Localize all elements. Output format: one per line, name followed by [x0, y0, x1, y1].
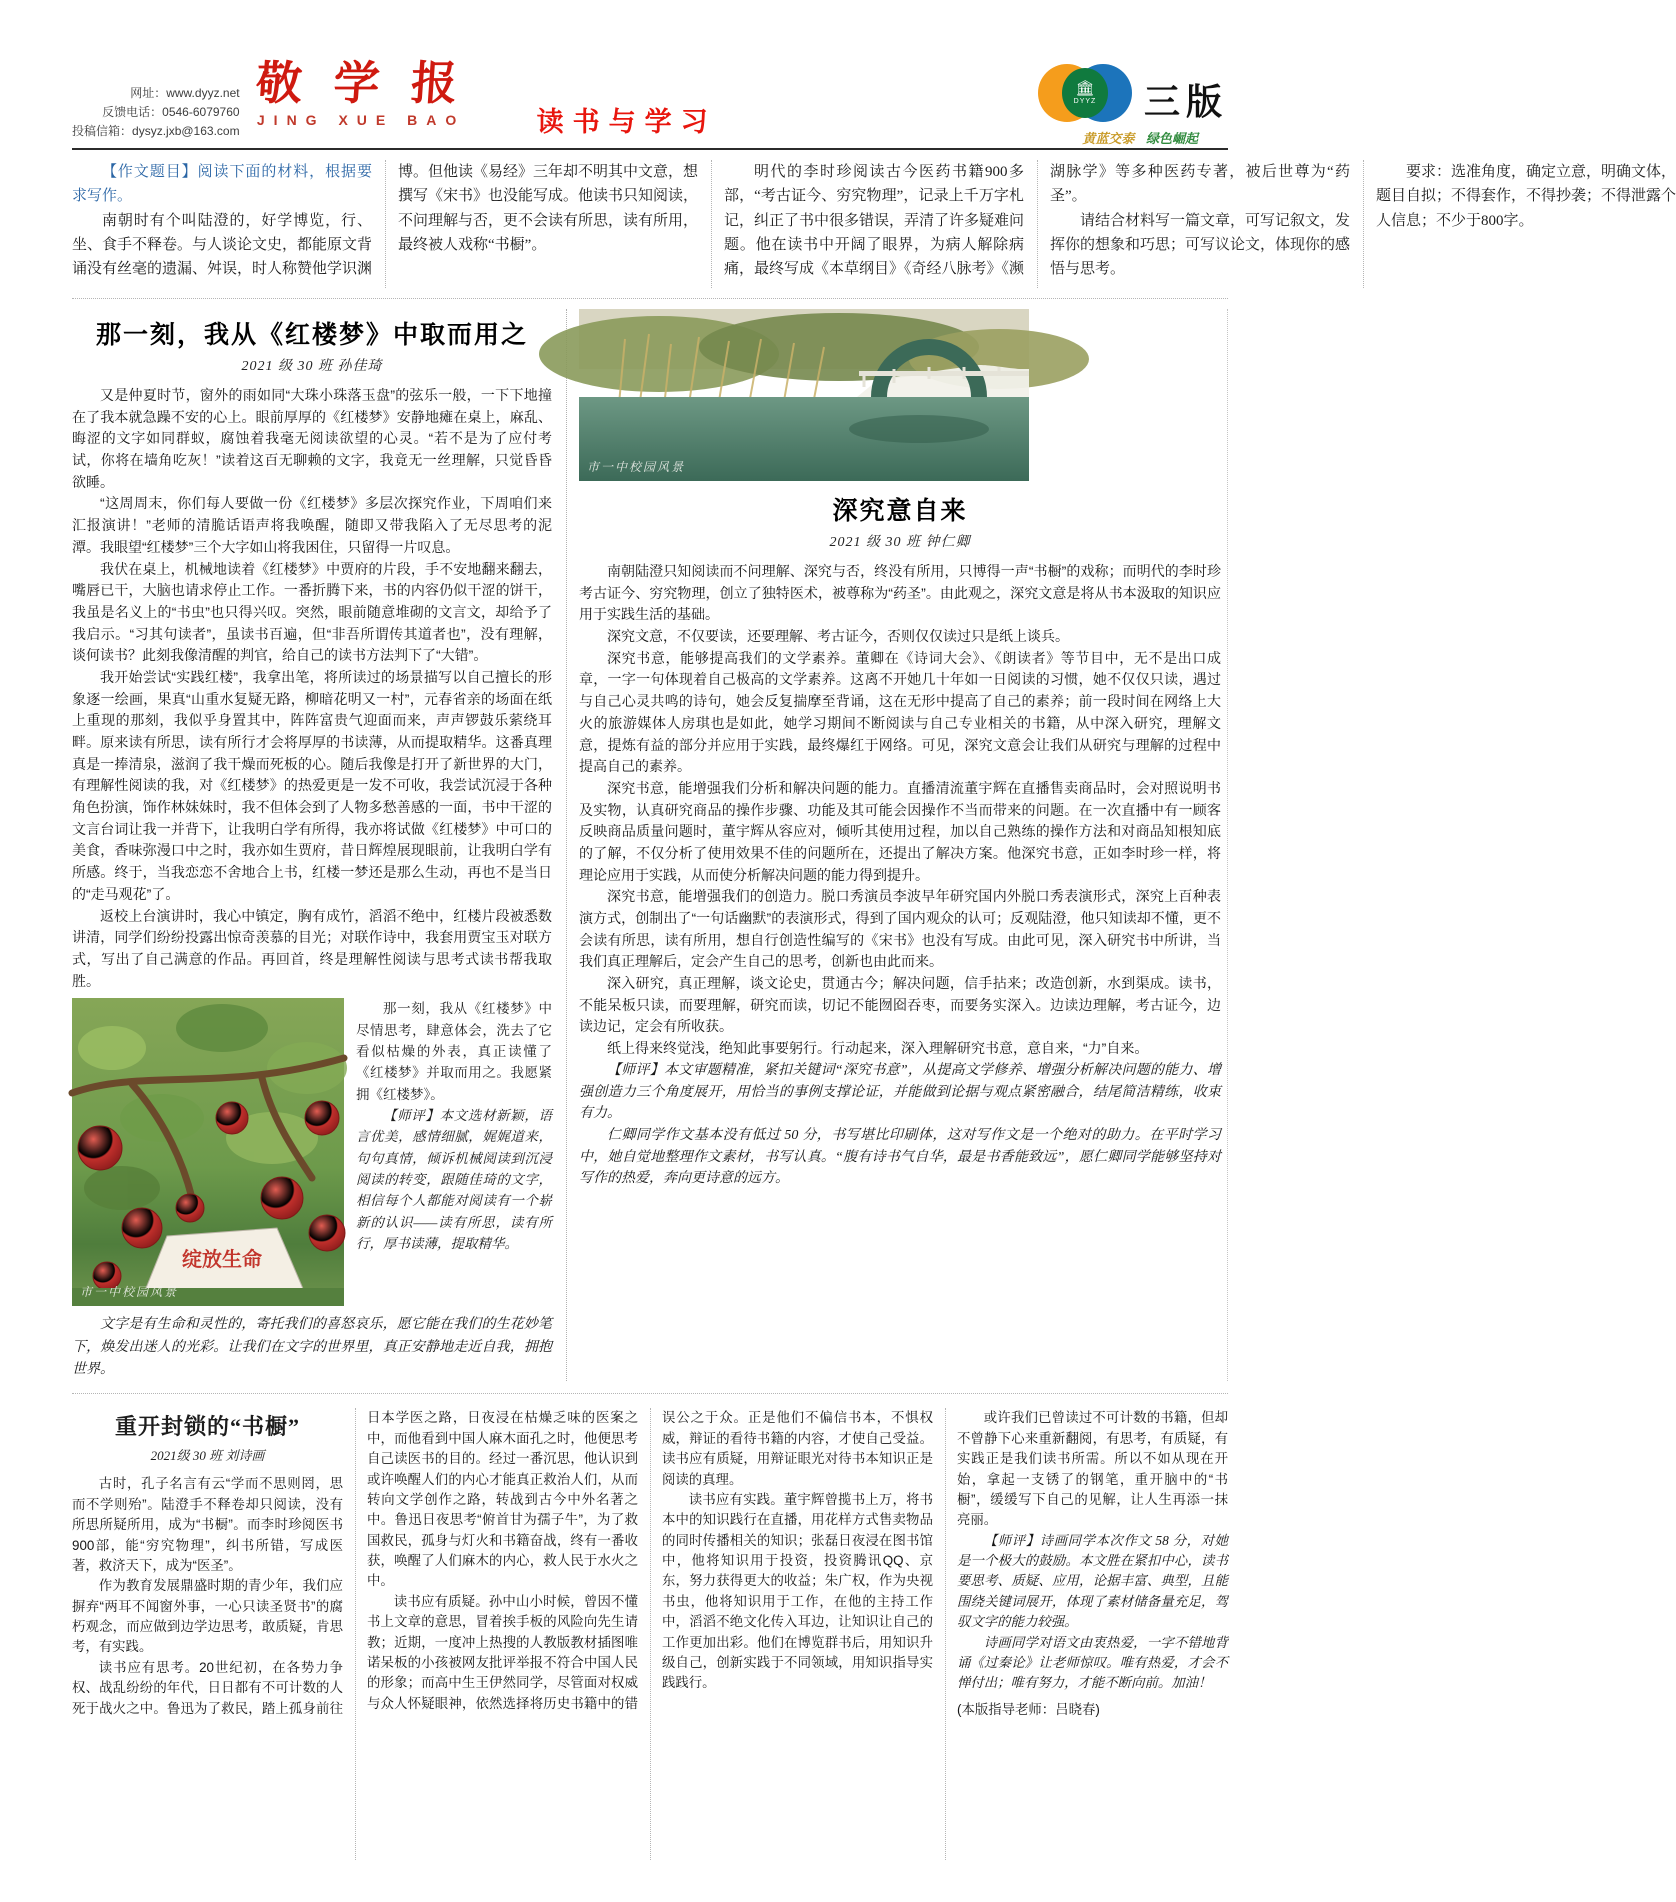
tagline-right: 绿色崛起: [1145, 131, 1198, 146]
apple-tree-illustration: [72, 998, 344, 1306]
phone-label: 反馈电话：: [102, 105, 163, 120]
article-byline: 2021 级 30 班 孙佳琦: [241, 359, 383, 374]
essay-prompt-section: [72, 160, 1676, 288]
article-shenjiu: [579, 309, 1228, 1381]
masthead-block: [253, 58, 469, 129]
prompt-intro: [72, 160, 372, 209]
prompt-label: 【作文题目】: [102, 164, 198, 180]
article-paragraph: 或许我们已曾读过不可计数的书籍，但却不曾静下心来重新翻阅，有思考，有质疑，有实践正是我们读书所需。所以不如从现在开始，拿起一支锈了的钢笔，重开脑中的“书橱”，缓缓写下自己的见解，让人生再添一抹亮丽。: [957, 1410, 1228, 1528]
tagline-left: 黄蓝交泰: [1082, 131, 1135, 146]
article-honglou: [72, 309, 552, 1381]
article-paragraph: 深入研究，真正理解，谈文论史，贯通古今；解决问题，信手拈来；改造创新，水到渠成。读书，不能呆板只读，而要理解，研究而读，切记不能囫囵吞枣，而要务实深入。边读边理解，考古证今，边读边记，定会有所收获。: [579, 975, 1221, 1035]
teacher-review: 仁卿同学作文基本没有低过 50 分，书写堪比印刷体，这对写作文是一个绝对的助力。在平时学习中，她自觉地整理作文素材，书写认真。“腹有诗书气自华，最是书香能致远”，愿仁卿同学能够坚持对写作的热爱，奔向更诗意的远方。: [579, 1127, 1221, 1187]
article-body: [579, 561, 1221, 1190]
email-value: dysyz.jxb@163.com: [132, 124, 240, 139]
article-body: [72, 385, 552, 992]
logo-green-center: [1062, 68, 1108, 118]
article-title: 重开封锁的“书橱”: [114, 1414, 300, 1440]
article-shuchu: [72, 1408, 1228, 1860]
bottom-article-zone: [72, 1393, 1228, 1860]
photo-caption: 市一中校园风景: [80, 1285, 179, 1300]
prompt-paragraph: 南朝时有个叫陆澄的，好学博览，行、坐、食手不释卷。与人谈论文史，都能原文背诵没有丝毫的遗漏、舛误，时人称赞他学识渊博。但他读《易经》三年却不明其中文意，想撰写《宋书》也没能写成。他读书只知阅读，不问理解与否，更不会读有所思，读有所用，最终被人戏称“书橱”。: [72, 164, 699, 278]
wrapped-text-column: [356, 998, 552, 1306]
prompt-paragraph: 明代的李时珍阅读古今医药书籍900多部，“考古证今、穷究物理”，记录上千万字札记，纠正了书中很多错误，弄清了许多疑难问题。他在读书中开阔了眼界，为病人解除病痛，最终写成《本草纲目》《奇经八脉考》《濒湖脉学》等多种医药专著，被后世尊为“药圣”。: [724, 164, 1350, 278]
prompt-paragraph: 请结合材料写一篇文章，可写记叙文，发挥你的想象和巧思；可写议论文，体现你的感悟与思考。: [1050, 212, 1351, 278]
article-title: 那一刻，我从《红楼梦》中取而用之: [95, 322, 528, 349]
apple-tree-photo: [72, 998, 344, 1306]
campus-bridge-photo: [579, 309, 1029, 481]
photo-and-wrap: [72, 998, 552, 1306]
header-divider: [72, 148, 1228, 150]
campus-bridge-illustration: [579, 309, 1029, 481]
article-byline: 2021级 30 班 刘诗画: [150, 1448, 265, 1464]
header: [72, 52, 1228, 144]
stone-inscription: 绽放生命: [182, 1249, 262, 1272]
masthead-pinyin: JING XUE BAO: [256, 112, 466, 129]
teacher-review: 【师评】本文审题精准，紧扣关键词“深究书意”，从提高文学修养、增强分析解决问题的能力、增强创造力三个角度展开，用恰当的事例支撑论证，并能做到论据与观点紧密融合，结尾简洁精练，收束有力。: [579, 1062, 1221, 1122]
website-value: www.dyyz.net: [166, 86, 240, 100]
article-paragraph: 读书应有实践。董宇辉曾揽书上万，将书本中的知识践行在直播，用花样方式售卖物品的同时传播相关的知识；张磊日夜浸在图书馆中，他将知识用于投资，投资腾讯QQ、京东，努力获得更大的收益；朱广权，作为央视书虫，他将知识用于工作，在他的主持工作中，滔滔不绝文化传入耳边，让知识让自己的工作更加出彩。他们在博览群书后，用知识升级自己，创新实践于不同领域，用知识指导实践践行。: [662, 1491, 933, 1691]
phone-value: 0546-6079760: [162, 105, 240, 120]
tagline: [1082, 128, 1198, 147]
article-paragraph: 读书应有思考。20世纪初，在各势力争权、战乱纷纷的年代，日日都有不可计数的人死于战火之中。鲁迅为了救民，踏上孤身前往日本学医之路，日夜浸在枯燥乏味的医案之中，而他看到中国人麻木面孔之时，他便思考自己读医书的目的。经过一番沉思，他认识到或许唤醒人们的内心才能真正救治人们，从而转向文学创作之路，转战到古今中外名著之中。鲁迅日夜思考“俯首甘为孺子牛”，为了救国救民，孤身与灯火和书籍奋战，终有一番收获，唤醒了人们麻木的内心，救人民于水火之中。: [72, 1410, 638, 1716]
article-paragraph: 返校上台演讲时，我心中镇定，胸有成竹，滔滔不绝中，红楼片段被悉数讲清，同学们纷纷投露出惊奇羡慕的目光；对联作诗中，我套用贾宝玉对联方式，写出了自己满意的作品。再回首，终是理解性阅读与思考式读书帮我取胜。: [72, 907, 552, 989]
article-paragraph: 深究书意，能增强我们的创造力。脱口秀演员李波早年研究国内外脱口秀表演形式，深究上百种表演方式，创制出了“一句话幽默”的表演形式，得到了国内观众的认可；反观陆澄，他只知读却不懂，更不会读有所思，读有所用，想自行创造性编写的《宋书》也没有写成。由此可见，深入研究书中所讲，当我们真正理解后，定会产生自己的思考，创新也由此而来。: [579, 888, 1221, 970]
teacher-review: 【师评】本文选材新颖，语言优美，感情细腻，娓娓道来，句句真情，倾诉机械阅读到沉浸阅读的转变，跟随佳琦的文字，相信每个人都能对阅读有一个崭新的认识——读有所思，读有所行，厚书读薄，提取精华。: [356, 1107, 552, 1251]
article-paragraph: 我伏在桌上，机械地读着《红楼梦》中贾府的片段，手不安地翻来翻去，嘴唇已干，大脑也请求停止工作。一番折腾下来，书的内容仍似干涩的饼干，我虽是名义上的“书虫”也只得兴叹。突然，眼前随意堆砌的文言文，却给予了我启示。“习其句读者”，虽读书百遍，但“非吾所谓传其道者也”，没有理解，谈何读书？此刻我像清醒的判官，给自己的读书方法判下了“大错”。: [72, 560, 552, 664]
article-paragraph: 又是仲夏时节，窗外的雨如同“大珠小珠落玉盘”的弦乐一般，一下下地撞在了我本就急躁不安的心上。眼前厚厚的《红楼梦》安静地瘫在桌上，麻乱、晦涩的文字如同群蚁，腐蚀着我毫无阅读欲望的心灵。“若不是为了应付考试，你将在墙角吃灰！”读着这百无聊赖的文字，我竟无一丝理解，只觉昏昏欲睡。: [72, 387, 552, 490]
main-zone: [72, 298, 1228, 1381]
column-separator: [566, 309, 567, 1381]
masthead-title: 敬 学 报: [253, 58, 469, 109]
header-right: [1038, 62, 1228, 126]
building-icon: 🏛: [1075, 80, 1095, 97]
article-paragraph: 那一刻，我从《红楼梦》中尽情思考，肆意体会，洗去了它看似枯燥的外表，真正读懂了《红楼梦》并取而用之。我愿紧拥《红楼梦》。: [356, 1001, 552, 1102]
teacher-review: 诗画同学对语文由衷热爱，一字不错地背诵《过秦论》让老师惊叹。唯有热爱，才会不惮付出；唯有努力，才能不断向前。加油！: [957, 1634, 1228, 1691]
article-byline: 2021 级 30 班 钟仁卿: [829, 535, 971, 550]
contact-phone: [72, 103, 240, 122]
article-paragraph: 我开始尝试“实践红楼”，我拿出笔，将所读过的场景描写以自己擅长的形象逐一绘画，果真“山重水复疑无路，柳暗花明又一村”，元春省亲的场面在纸上重现的那刻，我似乎身置其中，阵阵富贵气迎面而来，声声锣鼓乐萦绕耳畔。原来读有所思，读有所行才会将厚厚的书读薄，从而提取精华。这番真理真是一捧清泉，滋润了我干燥而死板的心。随后我像是打开了新世界的大门，有理解性阅读的我，对《红楼梦》的热爱更是一发不可收，我尝试沉浸于各种角色扮演，饰作林妹妹时，我不但体会到了人物多愁善感的一面，书中干涩的文言台词让我一并背下，让我明白学有所得，我亦将试做《红楼梦》中可口的美食，香味弥漫口中之时，我亦如生贾府，昔日辉煌展现眼前，让我明白学有所感。终于，当我恋恋不舍地合上书，红楼一梦还是那么生动，再也不是当日的“走马观花”了。: [72, 668, 552, 902]
email-label: 投稿信箱：: [72, 124, 133, 139]
website-label: 网址：: [130, 86, 167, 100]
article-paragraph: 深究文意，不仅要读，还要理解、考古证今，否则仅仅读过只是纸上谈兵。: [607, 628, 1069, 645]
page-advisor-signature: (本版指导老师：吕晓春): [957, 1701, 1100, 1717]
closing-paragraph: 文字是有生命和灵性的，寄托我们的喜怒哀乐，愿它能在我们的生花妙笔下，焕发出迷人的光彩。让我们在文字的世界里，真正安静地走近自我，拥抱世界。: [72, 1317, 552, 1378]
article-paragraph: 古时，孔子名言有云“学而不思则罔，思而不学则殆”。陆澄手不释卷却只阅读，没有所思所疑所用，成为“书橱”。而李时珍阅医书900部，能“穷究物理”，纠书所错，写成医著，救济天下，成为“医圣”。: [72, 1476, 343, 1573]
article-paragraph: “这周周末，你们每人要做一份《红楼梦》多层次探究作业，下周咱们来汇报演讲！”老师的清脆话语声将我唤醒，随即又带我陷入了无尽思考的泥潭。我眼望“红楼梦”三个大字如山将我困住，只留得一片叹息。: [72, 495, 552, 555]
article-paragraph: 深究书意，能增强我们分析和解决问题的能力。直播清流董宇辉在直播售卖商品时，会对照说明书及实物，认真研究商品的操作步骤、功能及其可能会因操作不当而带来的问题。在一次直播中有一顾客反映商品质量问题时，董宇辉从容应对，倾听其使用过程，加以自己熟练的操作方法和对商品知根知底的了解，不仅分析了使用效果不佳的问题所在，还提出了解决方案。他深究书意，正如李时珍一样，将理论应用于实践，从而使分析解决问题的能力得到提升。: [579, 779, 1221, 883]
newspaper-page: [72, 52, 1676, 1860]
article-title: 深究意自来: [832, 498, 968, 525]
school-logo-icon: [1038, 62, 1134, 126]
photo-caption: 市一中校园风景: [587, 460, 686, 474]
logo-text: DYYZ: [1073, 98, 1097, 105]
prompt-paragraph: 要求：选准角度，确定立意，明确文体，题目自拟；不得套作，不得抄袭；不得泄露个人信息；不少于800字。: [1376, 164, 1676, 229]
article-paragraph: 读书应有质疑。孙中山小时候，曾因不懂书上文章的意思，冒着挨手板的风险向先生请教；近期，一度冲上热搜的人教版教材插图唯诺呆板的小孩被网友批评举报不符合中国人民的形象；而高中生王伊然同学，尽管面对权威与众人怀疑眼神，依然选择将历史书籍中的错误公之于众。正是他们不偏信书本，不惧权威，辩证的看待书籍的内容，才使自己受益。读书应有质疑，用辩证眼光对待书本知识正是阅读的真理。: [367, 1410, 933, 1711]
prompt-intro-text: 阅读下面的材料，根据要求写作。: [72, 164, 372, 205]
article-paragraph: 南朝陆澄只知阅读而不问理解、深究与否，终没有所用，只博得一声“书橱”的戏称；而明代的李时珍考古证今、穷究物理，创立了独特医术，被尊称为“药圣”。由此观之，深究文意是将从书本汲取的知识应用于实践生活的基础。: [579, 563, 1221, 623]
article-paragraph: 作为教育发展鼎盛时期的青少年，我们应摒弃“两耳不闻窗外事，一心只读圣贤书”的腐朽观念，而应做到边学边思考，敢质疑，肯思考，有实践。: [72, 1578, 343, 1655]
article-closing: [72, 1314, 552, 1381]
contact-email: [72, 122, 240, 141]
article-paragraph: 深究书意，能够提高我们的文学素养。董卿在《诗词大会》、《朗读者》等节目中，无不是出口成章，一字一句体现着自己极高的文学素养。这离不开她几十年如一日阅读的习惯，她不仅仅只读，遇过与自己心灵共鸣的诗句，她会反复揣摩至背诵，这在无形中提高了自己的素养；前一段时间在网络上大火的旅游媒体人房琪也是如此，她学习期间不断阅读与自己专业相关的书籍，从中深入研究，理解文意，提炼有益的部分并应用于实践，最终爆红于网络。可见，深究文意会让我们从研究与理解的过程中提高自己的素养。: [579, 649, 1221, 775]
edition-label: 三版: [1143, 82, 1228, 122]
page-section-title: 读书与学习: [536, 107, 717, 137]
teacher-review: 【师评】诗画同学本次作文 58 分，对她是一个极大的鼓励。本文胜在紧扣中心，读书要思考、质疑、应用，论据丰富、典型，且能围绕关键词展开，体现了素材储备量充足，驾驭文字的能力较强。: [957, 1532, 1228, 1630]
contact-website: [72, 84, 240, 103]
contact-info: [72, 84, 240, 142]
article-paragraph: 纸上得来终觉浅，绝知此事要躬行。行动起来，深入理解研究书意，意自来，“力”自来。: [607, 1040, 1149, 1057]
